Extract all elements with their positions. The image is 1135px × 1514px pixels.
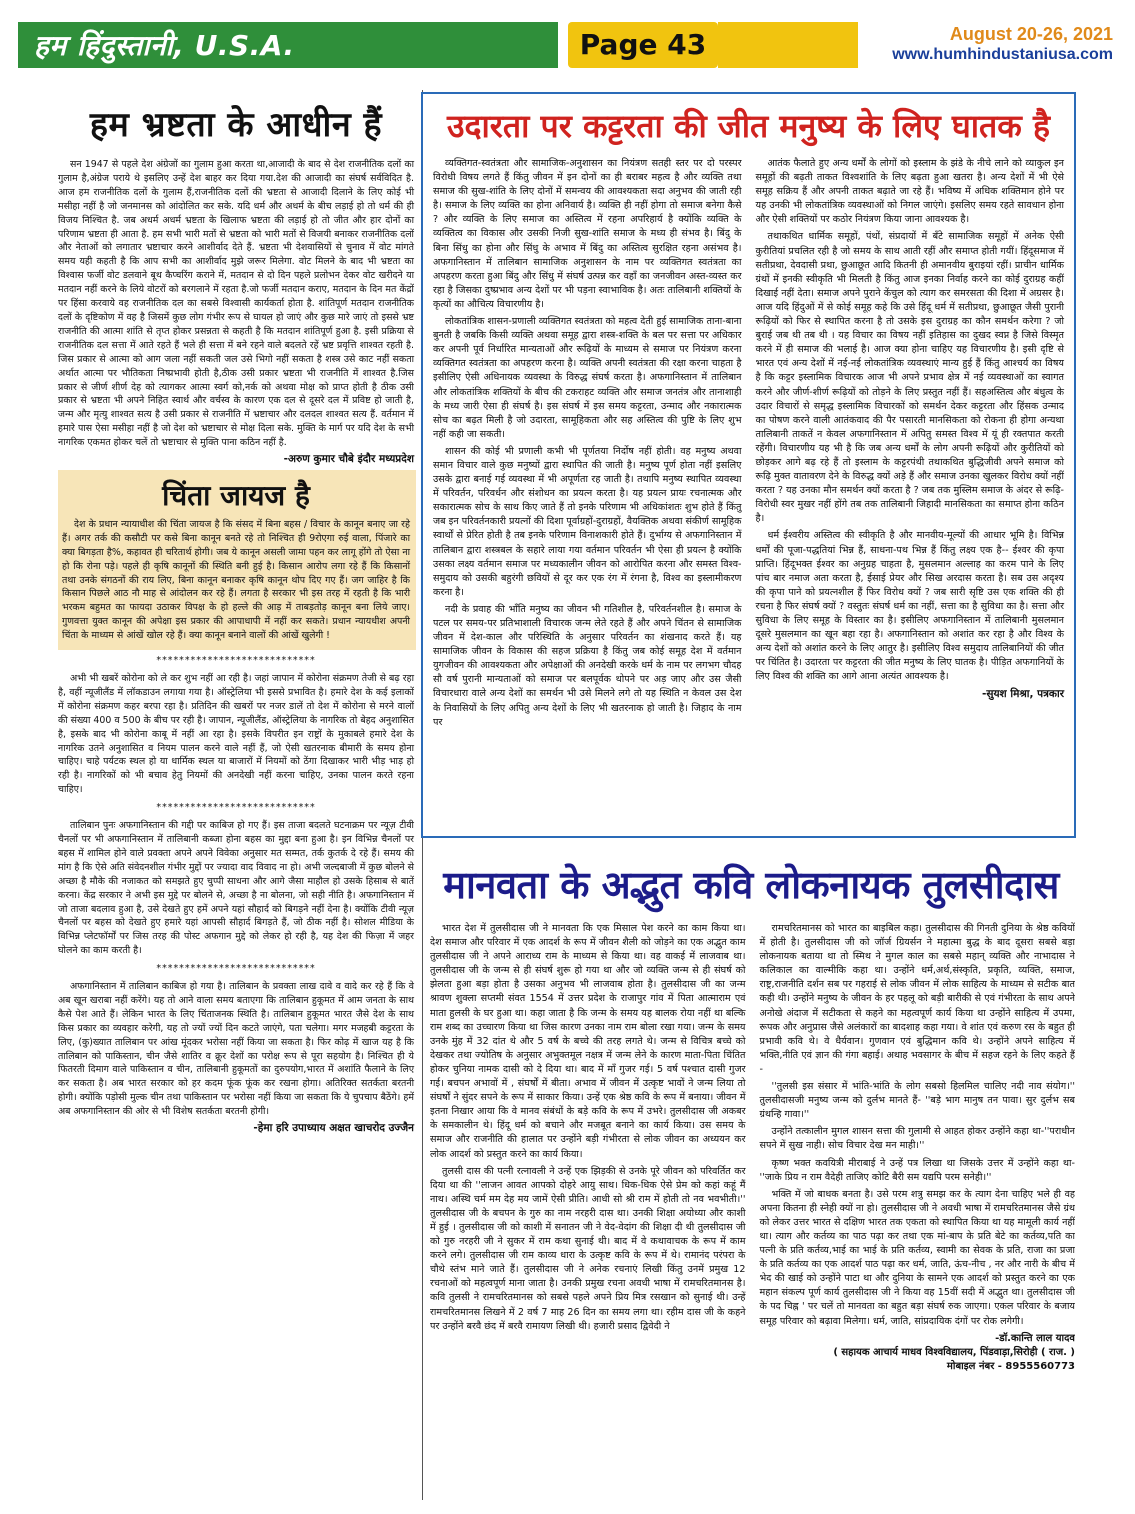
tulsidas-b-p1: रामचरितमानस को भारत का बाइबिल कहा। तुलसीदास की गिनती दुनिया के श्रेष्ठ कवियों में होती है। तुलसीदास जी को जॉर्ज ग्रियर्सन ने महात्मा बुद्ध के बाद दूसरा सबसे बड़ा लोकनायक बताया था तो स्मिथ ने मुगल काल का सबसे महान् व्यक्ति और नाभादास ने कलिकाल का वाल्मीकि कहा था। उन्होंने धर्म,अर्थ,संस्कृति, प्रकृति, व्यक्ति, समाज, राष्ट्र,राजनीति दर्शन सब पर गहराई से लोक जीवन में लोक साहित्य के माध्यम से सटीक बात कही थी। उन्होंने मनुष्य के जीवन के हर पहलू को बड़ी बारीकी से एवं गंभीरता के साथ अपने अनोखे अंदाज में सटीकता से कहने का महत्वपूर्ण कार्य किया था उन्होंने साहित्य में उपमा, रूपक और अनुप्रास जैसे अलंकारों का बादशाह कहा गया। वे शांत एवं करुण रस के बहुत ही प्रभावी कवि थे। वे धैर्यवान। गुणवान एवं बुद्धिमान कवि थे। उन्होंने अपने साहित्य में भक्ति,नीति एवं ज्ञान की गंगा बहाई। अथाह भवसागर के बीच में सहज रहने के लिए कहते हैं - [759,923,1075,1075]
tulsidas-a-p2: तुलसी दास की पत्नी रत्नावली ने उन्हें एक झिड़की से उनके पूरे जीवन को परिवर्तित कर दिया था की ''लाजन आवत आपको दोहरे आयु साथ। धिक-धिक ऐसे प्रेम को कहां कहूं मैं नाथ। अस्थि चर्म मम देह मय जामें ऐसी प्रीति। आधी सो श्री राम में होती तो नव भवभीती।'' तुलसीदास जी के बचपन के गुरु का नाम नरहरी दास था। उनकी शिक्षा अयोध्या और काशी में हुई । तुलसीदास जी को काशी में सनातन जी ने वेद-वेदांग की शिक्षा दी थी तुलसीदास जी को गुरु नरहरी जी ने सुकर में राम कथा सुनाई थी। बाद में वे कथावाचक के रूप में काम करने लगे। तुलसीदास जी राम काव्य धारा के उत्कृष्ट कवि के रूप में थे। रामानंद परंपरा के चौथे स्तंभ माने जाते हैं। तुलसीदास जी ने अनेक रचनाएं लिखी किंतु उनमें प्रमुख 12 रचनाओं को महत्वपूर्ण माना जाता है। उनकी प्रमुख रचना अवधी भाषा में रामचरितमानस है। कवि तुलसी ने रामचरितमानस को सबसे पहले अपने प्रिय मित्र रसखान को सुनाई थी। उन्हें रामचरितमानस लिखने में 2 वर्ष 7 माह 26 दिन का समय लगा था। रहीम दास जी के कहने पर उन्होंने बरवै छंद में बरवै रामायण लिखी थी। हजारी प्रसाद द्विवेदी ने [430,1165,746,1332]
separator-1: **************************** [156,655,316,667]
udarta-a-p2: लोकतांत्रिक शासन-प्रणाली व्यक्तिगत स्वतंत्रता को महत्व देती हुई सामाजिक ताना-बाना बुनती है जबकि किसी व्यक्ति अथवा समूह द्वारा शस्त्र-शक्ति के बल पर सत्ता पर अधिकार कर अपनी पूर्व निर्धारित मान्यताओं और रूढ़ियों के माध्यम से समाज पर नियंत्रण करना व्यक्तिगत स्वतंत्रता का अपहरण करना है। व्यक्ति अपनी स्वतंत्रता की रक्षा करना चाहता है इसीलिए ऐसी अधिनायक व्यवस्था के विरुद्ध संघर्ष करता है। अफगानिस्तान में तालिबान और लोकतांत्रिक शक्तियों के बीच की टकराहट व्यक्ति और समाज जनतंत्र और तानाशाही के मध्य जारी ऐसा ही संघर्ष है। इस संघर्ष में इस समय कट्टरता, उन्माद और नकारात्मक सोच का बढ़त मिली है जो उदारता, सामूहिकता और सह अस्तित्व की पुष्टि के लिए शुभ नहीं कही जा सकती। [433,316,742,440]
left-paragraph-5: अफगानिस्तान में तालिबान काबिज हो गया है। तालिबान के प्रवक्ता लाख दावे व वादे कर रहे हैं कि वे अब खून खराबा नहीं करेंगे। यह तो आने वाला समय बताएगा कि तालिबान हुकूमत में आम जनता के साथ कैसे पेश आते हैं। लेकिन भारत के लिए चिंताजनक स्थिति है। तालिबान हुकूमत भारत जैसे देश के साथ किस प्रकार का व्यवहार करेगी, यह तो ज्यों ज्यों दिन कटते जाएंगे, पता चलेगा। मगर मजहबी कट्टरता के लिए, (कु)ख्यात तालिबान पर आंख मूंदकर भरोसा नहीं किया जा सकता है। फिर कोढ़ में खाज यह है कि तालिबान को पाकिस्तान, चीन जैसे शातिर व क्रूर देशों का परोक्ष रूप से पूरा सहयोग है। निश्चित ही ये फितरती दिमाग वाले पाकिस्तान व चीन, तालिबानी हुकूमतों का दुरुपयोग,भारत में अशांति फैलाने के लिए कर सकता है। अब भारत सरकार को हर कदम फूंक फूंक कर रखना होगा। अतिरिक्त सतर्कता बरतनी होगी। क्योंकि पड़ोसी मुल्क चीन तथा पाकिस्तान पर भरोसा नहीं किया जा सकता कि ये चुपचाप बैठेंगे। हमें अब अफगानिस्तान की ओर से भी विशेष सतर्कता बरतनी होगी। [58,981,414,1118]
left-paragraph-2: देश के प्रधान न्यायाधीश की चिंता जायज है कि संसद में बिना बहस / विचार के कानून बनाए जा रहे हैं। अगर तर्क की कसौटी पर कसे बिना कानून बनते रहे तो निश्चित ही 9रोएगा रुई वाला, पिंजारे का क्या बिगड़ता है%, कहावत ही चरितार्थ होगी। जब ये कानून असली जामा पहन कर लागू होंगे तो ऐसा ना हो कि रोना पड़े। पहले ही कृषि कानूनों की स्थिति बनी हुई है। किसान आरोप लगा रहे हैं कि किसानों तथा उनके संगठनों की राय लिए, बिना कानून बनाकर कृषि कानून थोप दिए गए हैं। जग जाहिर है कि किसान पिछले आठ नौ माह से आंदोलन कर रहे हैं। लगता है सरकार भी इस तरह में रहती है कि भारी भरकम बहुमत का फायदा उठाकर विपक्ष के हो हल्ले की आड़ में ताबड़तोड़ कानून बना लिये जाए। गुणवत्ता युक्त कानून की अपेक्षा इस प्रकार की आपाधापी में नहीं कर सकते। प्रधान न्यायधीश अपनी चिंता के माध्यम से आंखें खोल रहे हैं। क्या कानून बनाने वालों की आंखें खुलेगी ! [62,518,410,642]
tulsidas-signature-affiliation: ( सहायक आचार्य माधव विश्वविद्यालय, पिंडवाड़ा,सिरोही ( राज. ) [833,1346,1075,1358]
udarta-headline: उदारता पर कट्टरता की जीत मनुष्य के लिए घातक है [446,107,1051,145]
udarta-column-b [756,157,1065,733]
tulsidas-headline: मानवता के अद्भुत कवि लोकनायक तुलसीदास [443,863,1059,907]
issue-date: August 20-26, 2021 [949,24,1113,44]
tulsidas-b-p2: ''तुलसी इस संसार में भांति-भांति के लोग सबसो हिलमिल चालिए नदी नाव संयोग।'' तुलसीदासजी मनुष्य जन्म को दुर्लभ मानते हैं- ''बड़े भाग मानुष तन पावा। सुर दुर्लभ सब ग्रंथन्हि गावा।'' [759,1081,1075,1121]
separator-3: **************************** [156,963,316,975]
udarta-signature: -सुयश मिश्रा, पत्रकार [982,688,1064,701]
chinta-body [62,518,410,643]
chinta-headline: चिंता जायज है [162,478,310,512]
page-number: Page 43 [579,28,707,61]
udarta-b-p1: आतंक फैलाते हुए अन्य धर्मों के लोगों को इस्लाम के झंडे के नीचे लाने को व्याकुल इन समूहों की बढ़ती ताकत विश्वशांति के लिए बढ़ता हुआ खतरा है। अन्य देशों में भी ऐसे समूह सक्रिय हैं और अपनी ताकत बढ़ाते जा रहे हैं। भविष्य में अधिक शक्तिमान होने पर यह उनकी भी लोकतांत्रिक व्यवस्थाओं को निगल जाएंगे। इसलिए समय रहते सावधान होना और ऐसी शक्तियों पर कठोर नियंत्रण किया जाना आवश्यक है। [755,158,1064,226]
tulsidas-column-a [430,922,746,1374]
left-headline: हम भ्रष्टता के आधीन हैं [89,105,383,145]
chinta-section [58,470,416,650]
udarta-a-p1: व्यक्तिगत-स्वतंत्रता और सामाजिक-अनुशासन का नियंत्रण सतही स्तर पर दो परस्पर विरोधी विषय लगते हैं किंतु जीवन में इन दोनों का ही बराबर महत्व है और व्यक्ति तथा समाज की सुख-शांति के लिए दोनों में समन्वय की आवश्यकता सदा अनुभव की जाती रही है। समाज के लिए व्यक्ति का होना अनिवार्य है। व्यक्ति ही नहीं होगा तो समाज बनेगा कैसे ? और व्यक्ति के लिए समाज का अस्तित्व में रहना अपरिहार्य है क्योंकि व्यक्ति के व्यक्तित्व का विकास और उसकी निजी सुख-शांति समाज के मध्य ही संभव है। बिंदु के बिना सिंधु का होना और सिंधु के अभाव में बिंदु का अस्तित्व सुरक्षित रहना असंभव है। अफगानिस्तान में तालिबान सामाजिक अनुशासन के नाम पर व्यक्तिगत स्वतंत्रता का अपहरण करता हुआ बिंदु और सिंधु में संघर्ष उत्पन्न कर वहाँ का जनजीवन अस्त-व्यस्त कर रहा है जिसका दुष्प्रभाव अन्य देशों पर भी पड़ना स्वाभाविक है। अतः तालिबानी शक्तियों के कृत्यों का औचित्य विचारणीय है। [433,158,742,310]
website-url[interactable]: www.humhindustaniusa.com [892,46,1113,63]
left-letters [58,654,414,1136]
udarta-columns [433,157,1064,733]
left-signature-2: -हेमा हरि उपाध्याय अक्षत खाचरोद उज्जैन [253,1122,414,1135]
udarta-column-a [433,157,742,733]
tulsidas-b-p3: उन्होंने तत्कालीन मुगल शासन सत्ता की गुलामी से आहत होकर उन्होंने कहा था-''पराधीन सपने में सुख नाही। सोच विचार देख मन माही।'' [759,1126,1075,1152]
tulsidas-b-p5: भक्ति में जो बाधक बनता है। उसे परम शत्रु समझ कर के त्याग देना चाहिए भले ही वह अपना कितना ही स्नेही क्यों ना हो। तुलसीदास जी ने अवधी भाषा में रामचरितमानस जैसे ग्रंथ को लेकर उत्तर भारत से दक्षिण भारत तक एकता को स्थापित किया था यह मामूली कार्य नहीं था। त्याग और कर्तव्य का पाठ पढ़ा कर तथा एक मां-बाप के प्रति बेटे का कर्तव्य,पति का पत्नी के प्रति कर्तव्य,भाई का भाई के प्रति कर्तव्य, स्वामी का सेवक के प्रति, राजा का प्रजा के प्रति कर्तव्य का एक आदर्श पाठ पढ़ा कर धर्म, जाति, ऊंच-नीच , नर और नारी के बीच में भेद की खाई को उन्होंने पाटा था और दुनिया के सामने एक आदर्श को प्रस्तुत करने का एक महान संकल्प पूर्ण कार्य तुलसीदास जी ने किया वह 15वीं सदी में अद्भुत था। तुलसीदास जी के पद चिह्न ' पर चलें तो मानवता का बहुत बड़ा संघर्ष रुक जाएगा। एकल परिवार के बजाय समूह परिवार को बढ़ावा मिलेगा। धर्म, जाति, सांप्रदायिक दंगों पर रोक लगेगी। [759,1188,1075,1327]
tulsidas-article [430,922,1075,1502]
left-paragraph-3: अभी भी खबरें कोरोना को ले कर शुभ नहीं आ रही है। जहां जापान में कोरोना संक्रमण तेजी से बढ़ रहा है, वहीं न्यूजीलैंड में लॉकडाउन लगाया गया है। ऑस्ट्रेलिया भी इससे प्रभावित है। हमारे देश के कई इलाकों में कोरोना संक्रमण कहर बरपा रहा है। प्रतिदिन की खबरों पर नजर डालें तो देश में कोरोना से मरने वालों की संख्या 400 व 500 के बीच पर रही है। जापान, न्यूजीलैंड, ऑस्ट्रेलिया के नागरिक तो बेहद अनुशासित है, इसके बाद भी कोरोना काबू में नहीं आ रहा है। इसके विपरीत इन राष्ट्रों के मुकाबले हमारे देश के नागरिक उतने अनुशासित व नियम पालन करने वाले नहीं हैं, जो ऐसी खतरनाक बीमारी के समय होना चाहिए। चाहे पर्यटक स्थल हो या धार्मिक स्थल या बाजारों में नियमों को ठेंगा दिखाकर भारी भीड़ भाड़ हो रही है। नागरिकों को भी बचाव हेतु नियमों की अनदेखी नहीं करना चाहिए, उनका पालन करते रहना चाहिए। [58,673,414,796]
udarta-b-p3: धर्म ईश्वरीय अस्तित्व की स्वीकृति है और मानवीय-मूल्यों की आधार भूमि है। विभिन्न धर्मों की पूजा-पद्धतियां भिन्न हैं, साधना-पथ भिन्न हैं किंतु लक्ष्य एक है-- ईश्वर की कृपा प्राप्ति। हिंदूभक्त ईश्वर का अनुग्रह चाहता है, मुसलमान अल्लाह का करम पाने के लिए पांच बार नमाज अता करता है, ईसाई प्रेयर और सिख अरदास करता है। सब उस अदृश्य की कृपा पाने को प्रयत्नशील हैं फिर विरोध क्यों ? जब सारी सृष्टि उस एक शक्ति की ही रचना है फिर संघर्ष क्यों ? वस्तुतः संघर्ष धर्म का नहीं, सत्ता का है सुविधा का है। सत्ता और सुविधा के लिए समूह के विस्तार का है। इसीलिए अफगानिस्तान में तालिबानी मुसलमान दूसरे मुसलमान का खून बहा रहा है। अफगानिस्तान को अशांत कर रहा है और विश्व के अन्य देशों को अशांत करने के लिए आतुर है। इसीलिए विश्व समुदाय तालिबानियों की जीत पर चिंतित है। उदारता पर कट्टरता की जीत मनुष्य के लिए घातक है। पीड़ित अफगानियों के लिए विश्व की शक्ति का आगे आना अत्यंत आवश्यक है। [755,530,1064,683]
left-paragraph-4: तालिबान पुनः अफगानिस्तान की गद्दी पर काबिज हो गए हैं। इस ताजा बदलते घटनाक्रम पर न्यूज़ टीवी चैनलों पर भी अफगानिस्तान में तालिबानी कब्जा होना बहस का मुद्दा बना हुआ है। इन विभिन्न चैनलों पर बहस में शामिल होने वाले प्रवक्ता अपने अपने विवेका अनुसार मत सम्मत, तर्क कुतर्क दे रहे हैं। समय की मांग है कि ऐसे अति संवेदनशील गंभीर मुद्दों पर ज्यादा वाद विवाद ना हो। अभी जल्दबाजी में कुछ बोलने से अच्छा है मौके की नजाकत को समझते हुए चुप्पी साधना और आगे जैसा माहौल हो उसके हिसाब से बातें करना। केंद्र सरकार ने अभी इस मुद्दे पर बोलने से, अच्छा है ना बोलना, जो सही नीति है। अफगानिस्तान में जो ताजा बदलाव हुआ है, उसे देखते हुए हमें अपने यहां सौहार्द को बिगड़ने नहीं देना है। क्योंकि टीवी न्यूज़ चैनलों पर बहस को देखते हुए हमारे यहां आपसी सौहार्द बिगड़ते हैं, जो ठीक नहीं है। सोशल मीडिया के विभिन्न प्लेटफॉर्मों पर जिस तरह की पोस्ट अफगान मुद्दे को लेकर हो रही है, यह देश की फिज़ा में जहर घोलने का काम करती है। [58,820,414,957]
tulsidas-signature-phone: मोबाइल नंबर - 8955560773 [946,1360,1075,1372]
masthead-yellow-band [718,22,858,68]
tulsidas-column-b [760,922,1076,1374]
left-article-body [58,158,414,467]
tulsidas-signature-name: -डॉ.कान्ति लाल यादव [995,1332,1075,1344]
left-paragraph-1: सन 1947 से पहले देश अंग्रेजों का गुलाम हुआ करता था,आजादी के बाद से देश राजनीतिक दलों का गुलाम है,अंग्रेज पराये थे इसलिए उन्हें देश बाहर कर दिया गया.देश की आजादी का संघर्ष सर्वविदित है. आज हम राजनीतिक दलों के गुलाम हैं,राजनीतिक दलों की भ्रष्टता से आजादी दिलाने के लिए कोई भी मसीहा नहीं है जो जनमानस को आंदोलित कर सके. यदि धर्म और अधर्म के बीच लड़ाई हो तो धर्म की ही विजय निश्चित है. जब अधर्म अधर्म भ्रष्टता के खिलाफ भ्रष्टता की लड़ाई हो तो जीत और हार दोनों का परिणाम भ्रष्टता ही आता है. हम सभी भारी मतों से भ्रष्टता को भारी मतों से विजयी बनाकर राजनीतिक दलों और नेताओं को लगातार भ्रष्टाचार करने आशीर्वाद देते हैं. भ्रष्टता भी देशवासियों से चुनाव में वोट मांगते समय यही कहती है कि आप सभी का आशीर्वाद मुझे जरूर मिलेगा. वोट मिलने के बाद भी भ्रष्टता का विश्वास फर्जी वोट डलवाने बूथ कैप्चरिंग कराने में, मतदान से दो दिन पहले प्रलोभन देकर वोट खरीदने या मतदान नहीं करने के लिये वोटरों को बरगलाने में रहता है.जो फर्जी मतदान कराए, मतदान के दिन मत केंद्रों पर हिंसा करवाये वह राजनीतिक दल का सबसे विश्वासी कार्यकर्ता होता है. शांतिपूर्ण मतदान राजनीतिक दलों के दृष्टिकोण में वह है जिसमें कुछ लोग गंभीर रूप से घायल हो जाएं और कुछ मारे जाएं तो इससे भ्रष्ट राजनीति की आत्मा शांति से तृप्त होकर प्रसन्नता से कहती है कि मतदान शांतिपूर्ण हुआ है. इसी प्रक्रिया से राजनीतिक दल सत्ता में आते रहते हैं भले ही सत्ता में बने रहने वाले बदलते रहें भ्रष्ट प्रवृत्ति शाश्वत रहती है. जिस प्रकार से आत्मा को आग जला नहीं सकती जल उसे भिगो नहीं सकता है शस्त्र उसे काट नहीं सकता अर्थात आत्मा पर भौतिकता निष्प्रभावी होती है,ठीक उसी प्रकार भ्रष्टता भी राजनीति में शाश्वत है.जिस प्रकार से जीर्ण शीर्ण देह को त्यागकर आत्मा स्वर्ग को,नर्क को अथवा मोक्ष को प्राप्त होती है ठीक उसी प्रकार से भ्रष्टता भी अपने निहित स्वार्थ और वर्चस्व के कारण एक दल से दूसरे दल में प्रविष्ट हो जाती है, जन्म और मृत्यु शाश्वत सत्य है उसी प्रकार से राजनीति में भ्रष्टाचार और दलदल शाश्वत सत्य हैं. वर्तमान में हमारे पास ऐसा मसीहा नहीं है जो देश को भ्रष्टाचार से मोक्ष दिला सके. मुक्ति के मार्ग पर यदि देश के सभी नागरिक एकमत होकर चलें तो भ्रष्टाचार से मुक्ति पाना कठिन नहीं है. [58,159,414,449]
left-signature-1: -अरुण कुमार चौबे इंदौर मध्यप्रदेश [283,453,414,466]
tulsidas-columns [430,922,1075,1374]
udarta-b-p2: तथाकथित धार्मिक समूहों, पंथों, संप्रदायों में बँटे सामाजिक समूहों में अनेक ऐसी कुरीतियां प्रचलित रही है जो समय के साथ आती रहीं और समाप्त होती गयीं। हिंदूसमाज में सतीप्रथा, देवदासी प्रथा, छुआछूत आदि कितनी ही अमानवीय बुराइयां रहीं। प्राचीन धार्मिक ग्रंथों में इनकी स्वीकृति भी मिलती है किंतु आज इनका निर्वाह करने का कोई दुराग्रह कहीं दिखाई नहीं देता। समाज अपने पुराने केंचुल को त्याग कर समरसता की दिशा में अग्रसर है। आज यदि हिंदुओं में से कोई समूह कहे कि उसे हिंदू धर्म में सतीप्रथा, छुआछूत जैसी पुरानी रूढ़ियों को फिर से स्थापित करना है तो उसके इस दुराग्रह का कौन समर्थन करेगा ? जो बुराई जब थी तब थी । यह विचार का विषय नहीं इतिहास का दुखद स्वप्न है जिसे विस्मृत करने में ही समाज की भलाई है। आज क्या होना चाहिए यह विचारणीय है। इसी दृष्टि से भारत एवं अन्य देशों में नई-नई लोकतांत्रिक व्यवस्थाएं मान्य हुई हैं किंतु आश्चर्य का विषय है कि कट्टर इस्लामिक विचारक आज भी अपने प्रभाव क्षेत्र में नई व्यवस्थाओं का स्वागत करने और जीर्ण-शीर्ण रूढ़ियों को तोड़ने के लिए प्रस्तुत नहीं हैं। सहअस्तित्व और बंधुत्व के उदार विचारों से समृद्ध इस्लामिक विचारकों को समर्थन देकर कट्टरता और हिंसक उन्माद का पोषण करने वाली आतंकवाद की पैर पसारती मानसिकता को रोकना ही होगा अन्यथा तालिबानी ताकतें न केवल अफगानिस्तान में अपितु समस्त विश्व में यूं ही रक्तपात करती रहेंगी। विचारणीय यह भी है कि जब अन्य धर्मों के लोग अपनी रूढ़ियों और कुरीतियों को छोड़कर आगे बढ़ रहे हैं तो इस्लाम के कट्टरपंथी तथाकथित बुद्धिजीवी अपने समाज को रूढ़ि मुक्त वातावरण देने के विरुद्ध क्यों अड़े हैं और समाज उनका खुलकर विरोध क्यों नहीं करता ? यह उनका मौन समर्थन क्यों करता है ? जब तक मुस्लिम समाज के अंदर से रूढ़ि-विरोधी स्वर मुखर नहीं होंगे तब तक तालिबानी जिहादी मानसिकता का समाप्त होना कठिन है। [755,231,1064,525]
tulsidas-a-p1: भारत देश में तुलसीदास जी ने मानवता कि एक मिसाल पेश करने का काम किया था। देश समाज और परिवार में एक आदर्श के रूप में जीवन शैली को जोड़ने का एक अद्भुत काम तुलसीदास जी ने अपने आराध्य राम के माध्यम से किया था। वह वाकई में लाजवाब था। तुलसीदास जी के जन्म से ही संघर्ष शुरू हो गया था और जो व्यक्ति जन्म से ही संघर्ष को झेलता हुआ बड़ा होता है उसका अनुभव भी लाजवाब होता है। तुलसीदास जी का जन्म श्रावण शुक्ला सप्तमी संवत 1554 में उत्तर प्रदेश के राजापुर गांव में पिता आत्माराम एवं माता हुलसी के घर हुआ था। कहा जाता है कि जन्म के समय यह बालक रोया नहीं था बल्कि राम शब्द का उच्चारण किया था जिस कारण उनका नाम राम बोला रखा गया। जन्म के समय उनके मुंह में 32 दांत थे और 5 वर्ष के बच्चे की तरह लगते थे। जन्म से विचित्र बच्चे को देखकर तथा ज्योतिष के अनुसार अभुक्तमूल नक्षत्र में जन्म लेने के कारण माता-पिता चिंतित होकर चुनिया नामक दासी को दे दिया था। बाद में माँ गुजर गई। 5 वर्ष पश्चात दासी गुजर गई। बचपन अभावों में , संघर्षों में बीता। अभाव में जीवन में उत्कृष्ट भावों ने जन्म लिया तो संघर्षों ने सुंदर सपने के रूप में साकार किया। उन्हें एक श्रेष्ठ कवि के रूप में बनाया। जीवन में इतना निखार आया कि वे मानव संबंधों के बड़े कवि के रूप में उभरे। तुलसीदास जी अकबर के समकालीन थे। हिंदू धर्म को बचाने और मजबूत बनाने का कार्य किया। उस समय के समाज और राजनीति की हालात पर उन्होंने बड़ी गंभीरता से लोक जीवन का अध्ययन कर लोक आदर्श को प्रस्तुत करने का कार्य किया। [430,923,746,1160]
udarta-a-p4: नदी के प्रवाह की भाँति मनुष्य का जीवन भी गतिशील है, परिवर्तनशील है। समाज के पटल पर समय-पर प्रतिभाशाली विचारक जन्म लेते रहते हैं और अपने चिंतन से सामाजिक जीवन में देश-काल और परिस्थिति के अनुसार परिवर्तन का शंखनाद करते हैं। यह सामाजिक जीवन के विकास की सहज प्रक्रिया है किंतु जब कोई समूह देश में वर्तमान युगजीवन की आवश्यकता और अपेक्षाओं की अनदेखी करके धर्म के नाम पर लगभग चौदह सौ वर्ष पुरानी मान्यताओं को समाज पर बलपूर्वक थोपने पर अड़ जाए और उस जैसी विचारधारा वाले अन्य देशों का समर्थन भी उसे मिलने लगे तो यह स्थिति न केवल उस देश के निवासियों के लिए अपितु अन्य देशों के लिए भी खतरनाक हो जाती है। जिहाद के नाम पर [433,603,742,728]
newspaper-title: हम हिंदुस्तानी, U.S.A. [34,29,295,62]
udarta-article [421,92,1076,838]
masthead [0,0,1135,88]
separator-2: **************************** [156,802,316,814]
tulsidas-b-p4: कृष्ण भक्त कवयित्री मीराबाई ने उन्हें पत्र लिखा था जिसके उत्तर में उन्होंने कहा था- ''जाके प्रिय न राम वैदेही ताजिए कोटि बैरी सम यद्यपि परम सनेही।'' [759,1157,1075,1183]
left-column [58,90,423,1500]
udarta-a-p3: शासन की कोई भी प्रणाली कभी भी पूर्णतया निर्दोष नहीं होती। वह मनुष्य अथवा समान विचार वाले कुछ मनुष्यों द्वारा स्थापित की जाती है। मनुष्य पूर्ण होता नहीं इसलिए उसके द्वारा बनाई गई व्यवस्था में भी अपूर्णता रह जाती है। तथापि मनुष्य स्थापित व्यवस्था में परिवर्तन, परिवर्धन और संशोधन का प्रयत्न करता है। यह प्रयत्न प्रायः रचनात्मक और सकारात्मक सोच के साथ किए जाते हैं तो इनके परिणाम भी अधिकांशतः शुभ होते हैं किंतु जब इन परिवर्तनकारी प्रयत्नों की दिशा पूर्वाग्रहों-दुराग्रहों, वैयक्तिक अथवा संकीर्ण सामूहिक स्वार्थों से प्रेरित होती है तब इनके परिणाम विनाशकारी होते हैं। दुर्भाग्य से अफगानिस्तान में तालिबान द्वारा शस्त्रबल के सहारे लाया गया वर्तमान परिवर्तन भी ऐसा ही प्रयत्न है क्योंकि उसका लक्ष्य वर्तमान समाज पर मध्यकालीन जीवन को आरोपित करना और समस्त विश्व-समुदाय को उसकी बहुरंगी छवियों से दूर कर एक रंग में रंगना है, विश्व का इस्लामीकरण करना है। [433,445,742,598]
